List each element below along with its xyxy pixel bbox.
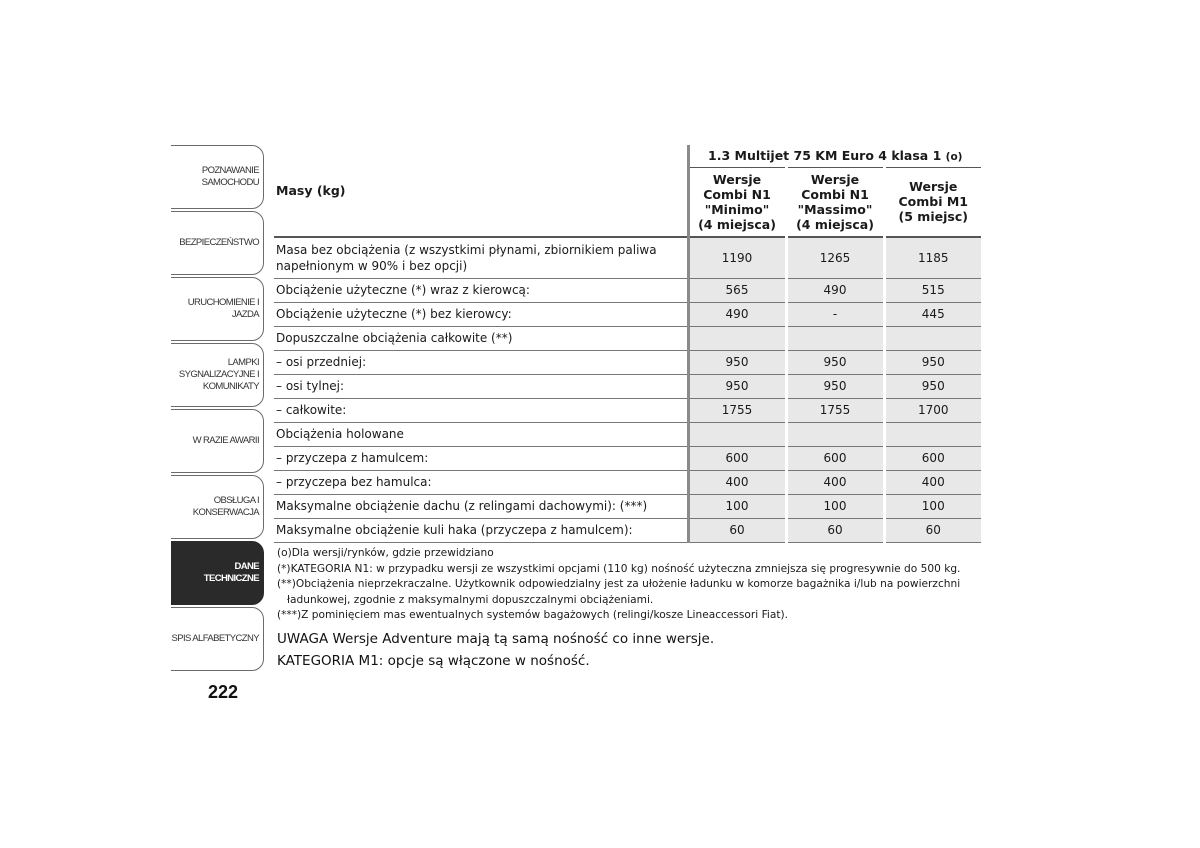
- cell-value: 950: [884, 350, 981, 374]
- notice: KATEGORIA M1: opcje są włączone w nośność.: [277, 653, 590, 669]
- row-label: – przyczepa z hamulcem:: [274, 446, 688, 470]
- row-label: Obciążenia holowane: [274, 422, 688, 446]
- row-label: Obciążenie użyteczne (*) wraz z kierowcą:: [274, 278, 688, 302]
- page-number: 222: [208, 682, 239, 702]
- notices: [277, 628, 977, 672]
- row-label: Maksymalne obciążenie dachu (z relingami dachowymi): (***): [274, 494, 688, 518]
- row-label: – osi tylnej:: [274, 374, 688, 398]
- tab-w-razie-awarii[interactable]: W RAZIE AWARII: [171, 409, 264, 473]
- table-row: [274, 350, 981, 374]
- cell-value: 490: [786, 278, 884, 302]
- cell-value: 950: [884, 374, 981, 398]
- cell-value: 60: [786, 518, 884, 542]
- cell-value: 100: [688, 494, 786, 518]
- cell-value: 1755: [688, 398, 786, 422]
- cell-value: 445: [884, 302, 981, 326]
- cell-value: 950: [688, 350, 786, 374]
- tab-uruchomienie-i-jazda[interactable]: URUCHOMIENIE I JAZDA: [171, 277, 264, 341]
- table-row: [274, 237, 981, 278]
- table-row: [274, 374, 981, 398]
- tab-dane-techniczne[interactable]: DANE TECHNICZNE: [171, 541, 264, 605]
- footnote: (*)KATEGORIA N1: w przypadku wersji ze wszystkimi opcjami (110 kg) nośność użyteczna zmniejsza się progresywnie do 500 kg.: [277, 562, 961, 575]
- footnote: (***)Z pominięciem mas ewentualnych systemów bagażowych (relingi/kosze Lineaccessori Fiat).: [277, 609, 788, 621]
- footnotes: [277, 546, 977, 624]
- engine-header: [688, 145, 981, 167]
- cell-value: [786, 326, 884, 350]
- table-row: [274, 278, 981, 302]
- table-row: [274, 518, 981, 542]
- cell-value: 565: [688, 278, 786, 302]
- tab-poznawanie-samochodu[interactable]: POZNAWANIE SAMOCHODU: [171, 145, 264, 209]
- footnote-continuation: ładunkowej, zgodnie z maksymalnymi dopuszczalnymi obciążeniami.: [287, 593, 654, 606]
- row-label: – całkowite:: [274, 398, 688, 422]
- masses-table: [274, 145, 981, 543]
- engine-header-text: 1.3 Multijet 75 KM Euro 4 klasa 1: [708, 148, 942, 164]
- cell-value: 400: [884, 470, 981, 494]
- cell-value: 100: [884, 494, 981, 518]
- row-label: – osi przedniej:: [274, 350, 688, 374]
- tab-spis-alfabetyczny[interactable]: SPIS ALFABETYCZNY: [171, 607, 264, 671]
- chapter-tabs: [171, 145, 264, 673]
- tab-lampki-sygnalizacyjne[interactable]: LAMPKI SYGNALIZACYJNE I KOMUNIKATY: [171, 343, 264, 407]
- row-label: Masa bez obciążenia (z wszystkimi płynami, zbiornikiem paliwa napełnionym w 90% i bez opcji): [274, 237, 688, 278]
- version-header-massimo: Wersje Combi N1 "Massimo" (4 miejsca): [786, 167, 884, 237]
- cell-value: 600: [884, 446, 981, 470]
- cell-value: -: [786, 302, 884, 326]
- table-row: [274, 446, 981, 470]
- row-label: – przyczepa bez hamulca:: [274, 470, 688, 494]
- row-label: Dopuszczalne obciążenia całkowite (**): [274, 326, 688, 350]
- cell-value: [884, 422, 981, 446]
- cell-value: 950: [786, 350, 884, 374]
- cell-value: 515: [884, 278, 981, 302]
- cell-value: 400: [786, 470, 884, 494]
- version-header-minimo: Wersje Combi N1 "Minimo" (4 miejsca): [688, 167, 786, 237]
- table-row: [274, 470, 981, 494]
- version-header-m1: Wersje Combi M1 (5 miejsc): [884, 167, 981, 237]
- row-label: Obciążenie użyteczne (*) bez kierowcy:: [274, 302, 688, 326]
- cell-value: 60: [688, 518, 786, 542]
- cell-value: 60: [884, 518, 981, 542]
- table-row: [274, 422, 981, 446]
- table-header-row-engine: [274, 145, 981, 167]
- cell-value: 400: [688, 470, 786, 494]
- cell-value: [884, 326, 981, 350]
- cell-value: 600: [688, 446, 786, 470]
- footnote: (o)Dla wersji/rynków, gdzie przewidziano: [277, 547, 494, 559]
- cell-value: 600: [786, 446, 884, 470]
- row-header-masy: Masy (kg): [274, 145, 688, 237]
- engine-header-note: (o): [945, 151, 963, 164]
- cell-value: 950: [688, 374, 786, 398]
- cell-value: 1700: [884, 398, 981, 422]
- cell-value: 1190: [688, 237, 786, 278]
- cell-value: [688, 422, 786, 446]
- tab-obsluga-i-konserwacja[interactable]: OBSŁUGA I KONSERWACJA: [171, 475, 264, 539]
- table-row: [274, 494, 981, 518]
- cell-value: 950: [786, 374, 884, 398]
- cell-value: 1755: [786, 398, 884, 422]
- footnote: (**)Obciążenia nieprzekraczalne. Użytkownik odpowiedzialny jest za ułożenie ładunku w komorze bagażnika i/lub na powierzchni: [277, 578, 961, 590]
- cell-value: [786, 422, 884, 446]
- cell-value: [688, 326, 786, 350]
- cell-value: 1185: [884, 237, 981, 278]
- table-row: [274, 326, 981, 350]
- cell-value: 490: [688, 302, 786, 326]
- tab-bezpieczenstwo[interactable]: BEZPIECZEŃSTWO: [171, 211, 264, 275]
- table-row: [274, 398, 981, 422]
- row-label: Maksymalne obciążenie kuli haka (przyczepa z hamulcem):: [274, 518, 688, 542]
- notice: UWAGA Wersje Adventure mają tą samą nośność co inne wersje.: [277, 631, 715, 647]
- cell-value: 1265: [786, 237, 884, 278]
- table-row: [274, 302, 981, 326]
- cell-value: 100: [786, 494, 884, 518]
